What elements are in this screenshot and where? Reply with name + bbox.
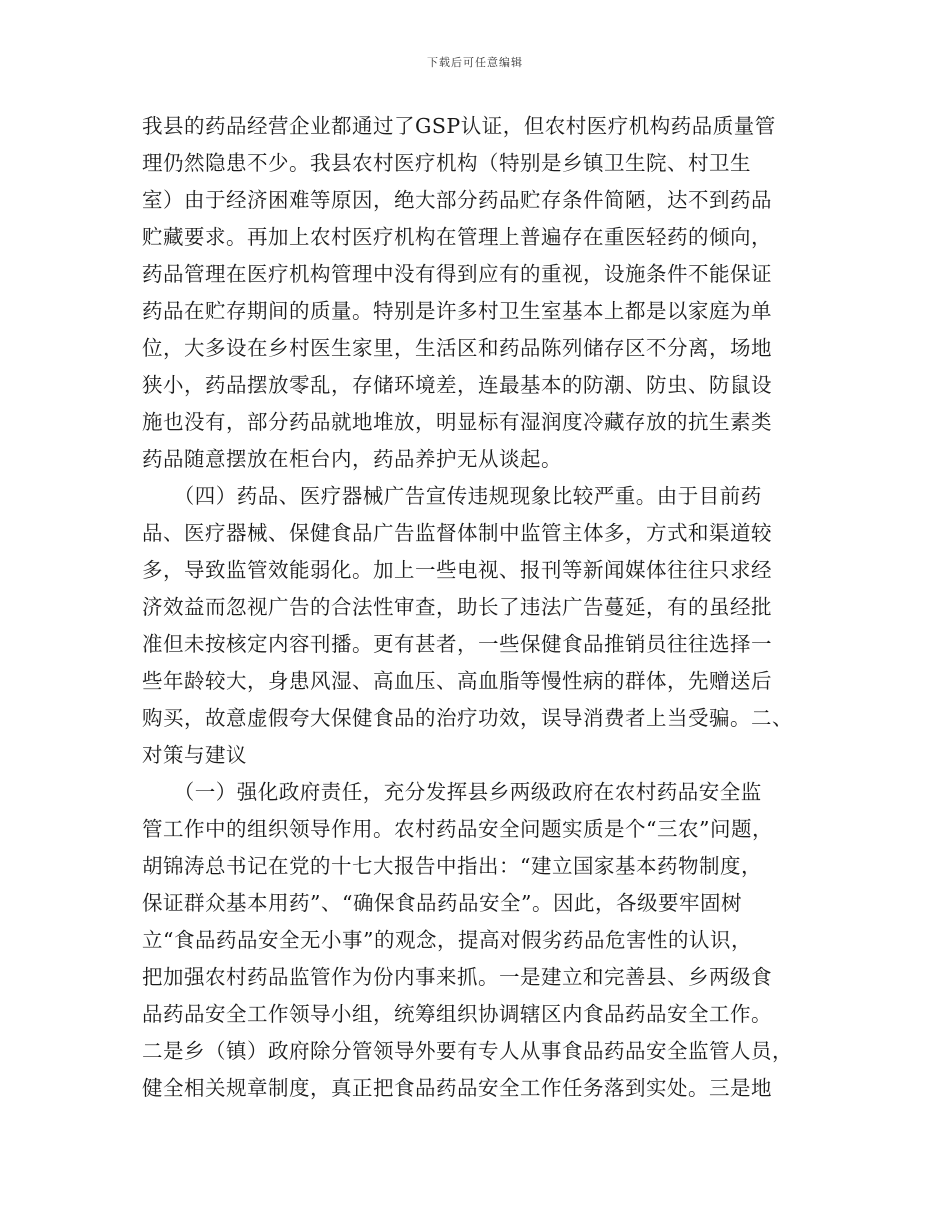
text-line: 济效益而忽视广告的合法性审查，助长了违法广告蔓延，有的虽经批 [142, 595, 772, 619]
text-line: 多，导致监管效能弱化。加上一些电视、报刊等新闻媒体往往只求经 [142, 558, 772, 582]
text-line: 贮藏要求。再加上农村医疗机构在管理上普遍存在重医轻药的倾向， [142, 225, 772, 249]
text-line: 立“食品药品安全无小事”的观念，提高对假劣药品危害性的认识， [142, 928, 752, 952]
text-line: （四）药品、医疗器械广告宣传违规现象比较严重。由于目前药 [142, 484, 762, 508]
text-line: 二是乡（镇）政府除分管领导外要有专人从事食品药品安全监管人员， [142, 1039, 793, 1063]
text-line: 施也没有，部分药品就地堆放，明显标有湿润度冷藏存放的抗生素类 [142, 410, 772, 434]
text-line: 品、医疗器械、保健食品广告监督体制中监管主体多，方式和渠道较 [142, 521, 772, 545]
text-line: 保证群众基本用药”、“确保食品药品安全”。因此，各级要牢固树 [142, 891, 742, 915]
text-line: （一）强化政府责任，充分发挥县乡两级政府在农村药品安全监 [142, 780, 762, 804]
text-line: 室）由于经济困难等原因，绝大部分药品贮存条件简陋，达不到药品 [142, 188, 772, 212]
text-line: 购买，故意虚假夸大保健食品的治疗功效，误导消费者上当受骗。二、 [142, 706, 793, 730]
document-body [142, 108, 802, 1107]
text-line: 健全相关规章制度，真正把食品药品安全工作任务落到实处。三是地 [142, 1076, 772, 1100]
text-line: 些年龄较大，身患风湿、高血压、高血脂等慢性病的群体，先赠送后 [142, 669, 772, 693]
text-line: 位，大多设在乡村医生家里，生活区和药品陈列储存区不分离，场地 [142, 336, 772, 360]
text-line: 品药品安全工作领导小组，统筹组织协调辖区内食品药品安全工作。 [142, 1002, 772, 1026]
text-line: 药品在贮存期间的质量。特别是许多村卫生室基本上都是以家庭为单 [142, 299, 772, 323]
text-line: 药品随意摆放在柜台内，药品养护无从谈起。 [142, 447, 562, 471]
text-line: 我县的药品经营企业都通过了GSP认证，但农村医疗机构药品质量管 [142, 114, 776, 138]
text-line: 把加强农村药品监管作为份内事来抓。一是建立和完善县、乡两级食 [142, 965, 772, 989]
text-line: 理仍然隐患不少。我县农村医疗机构（特别是乡镇卫生院、村卫生 [142, 151, 751, 175]
text-line: 药品管理在医疗机构管理中没有得到应有的重视，设施条件不能保证 [142, 262, 772, 286]
text-line: 狭小，药品摆放零乱，存储环境差，连最基本的防潮、防虫、防鼠设 [142, 373, 772, 397]
text-line: 对策与建议 [142, 743, 247, 767]
text-line: 准但未按核定内容刊播。更有甚者，一些保健食品推销员往往选择一 [142, 632, 772, 656]
text-line: 胡锦涛总书记在党的十七大报告中指出：“建立国家基本药物制度， [142, 854, 762, 878]
text-line: 管工作中的组织领导作用。农村药品安全问题实质是个“三农”问题， [142, 817, 773, 841]
page-header: 下载后可任意编辑 [427, 56, 523, 69]
